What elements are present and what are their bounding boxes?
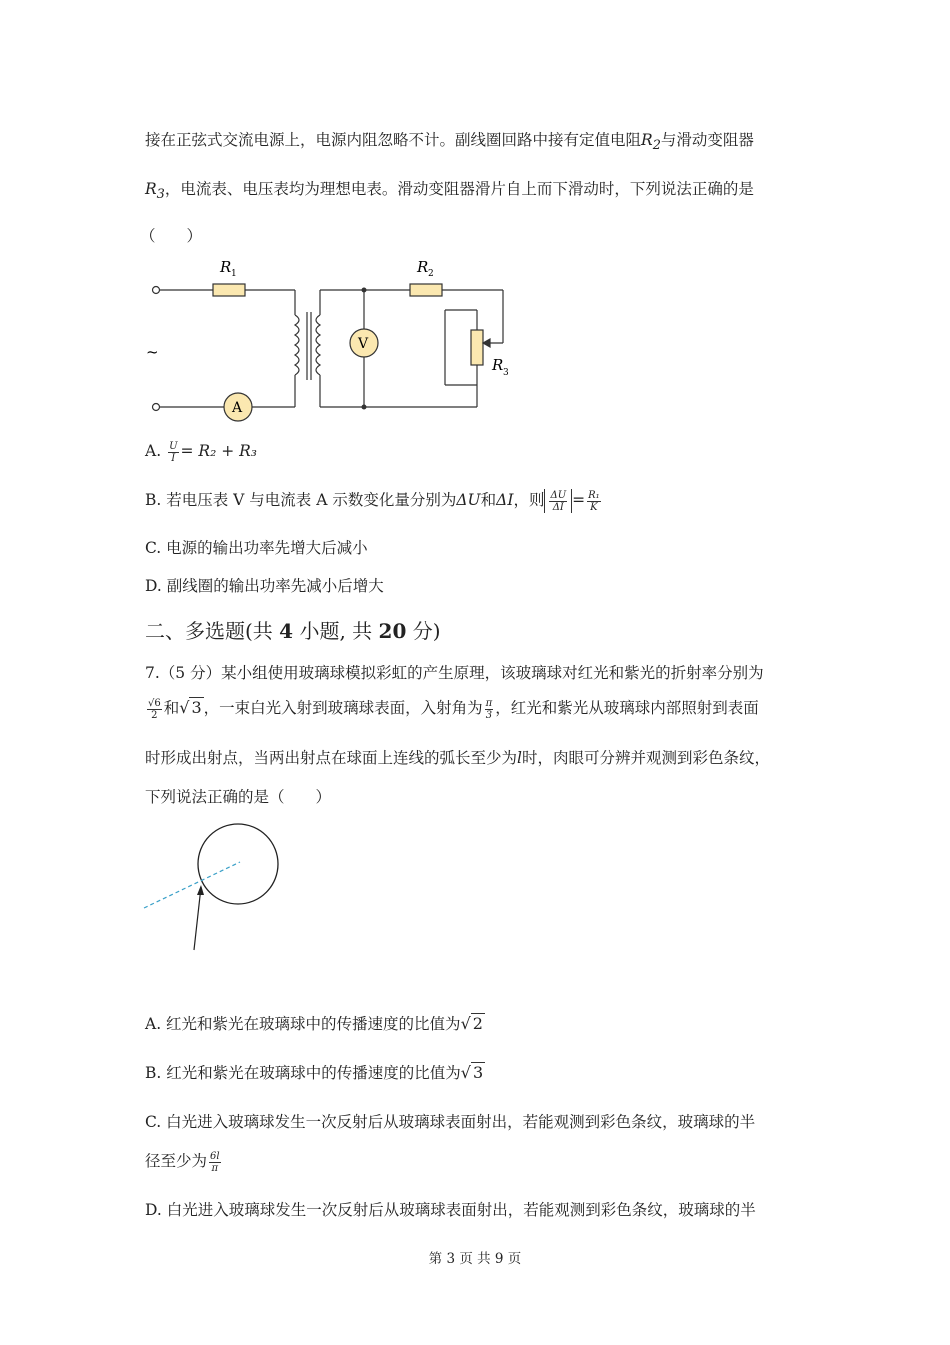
sqrt3: √ 3 [179,698,202,717]
r3-symbol: $R_3$ [145,180,165,203]
r2-label: R [417,258,429,276]
pi-over-3-fraction: $\frac{\pi}{3}$ [485,697,493,721]
q7-line-1: 7.（5 分）某小组使用玻璃球模拟彩虹的产生原理，该玻璃球对红光和紫光的折射率分别为 [145,664,764,682]
r1-label-sub: 1 [231,269,237,279]
du-over-di-fraction: $\frac{\Delta U}{\Delta I}$ [550,489,567,513]
section-heading: 二、多选题(共 4 小题, 共 20 分) [145,619,441,643]
r2-resistor [410,284,442,296]
q6-line-1 [145,129,754,157]
q6-option-a: A. $\frac{U}{I}$ = R₂ + R₃ [145,440,258,464]
circuit-diagram [140,250,540,425]
q7-line-3: 时形成出射点，当两出射点在球面上连线的弧长至少为l时，肉眼可分辨并观测到彩色条纹， [145,749,770,767]
q6-answer-bracket: （ ） [140,227,203,245]
q7-option-c-line-1: C. 白光进入玻璃球发生一次反射后从玻璃球表面射出，若能观测到彩色条纹，玻璃球的半 [145,1113,756,1131]
r2-label-sub: 2 [428,269,434,279]
incident-ray-arrow-icon [197,885,204,895]
q6-line-1-text-a: 接在正弦式交流电源上，电源内阻忽略不计。副线圈回路中接有定值电阻 [145,131,642,149]
q7-option-c-line-2: 径至少为 $\frac{6l}{\pi}$ [145,1150,220,1174]
q6-line-2 [145,178,754,206]
q6-line-1-text-b: 与滑动变阻器 [660,131,754,149]
sqrt6-over-2-fraction: $\frac{√6}{2}$ [148,697,161,721]
q7-line-2: $\frac{√6}{2}$ 和√ 3 ，一束白光入射到玻璃球表面，入射角为 $\frac{\pi}{3}$ ，红光和紫光从玻璃球内部照射到表面 [148,697,759,721]
q7-option-b: B. 红光和紫光在玻璃球中的传播速度的比值为√ 3 [145,1063,484,1082]
q7-option-a: A. 红光和紫光在玻璃球中的传播速度的比值为√ 2 [145,1014,483,1033]
slider-arrow-icon [483,339,490,347]
r3-label-sub: 3 [503,368,509,378]
r3-rheostat [471,330,483,365]
q6-line-2-text: ，电流表、电压表均为理想电表。滑动变阻器滑片自上而下滑动时，下列说法正确的是 [164,180,754,198]
incident-ray [194,887,201,950]
6l-over-pi-fraction: $\frac{6l}{\pi}$ [210,1150,220,1174]
ac-source-label: ~ [146,343,159,361]
terminal-bottom [153,404,160,411]
voltmeter-label: V [358,336,369,352]
r2-symbol: $R_2$ [641,131,661,154]
q6-option-c: C. 电源的输出功率先增大后减小 [145,539,368,557]
glass-sphere [198,824,278,904]
r1-label: R [220,258,232,276]
r1-over-k-fraction: $\frac{\text{R₁}}{K}$ [588,489,600,513]
q7-option-d-line-1: D. 白光进入玻璃球发生一次反射后从玻璃球表面射出，若能观测到彩色条纹，玻璃球的半 [145,1201,756,1219]
primary-coil [295,315,299,375]
normal-dashed-line [144,862,240,908]
r1-resistor [213,284,245,296]
q7-line-4: 下列说法正确的是（ ） [145,788,332,806]
ammeter-label: A [232,400,243,416]
glass-sphere-diagram [140,815,300,960]
secondary-coil [316,315,320,375]
page-footer: 第 3 页 共 9 页 [428,1251,522,1267]
u-over-i-fraction: $\frac{U}{I}$ [169,440,178,464]
q6-option-b: B. 若电压表 V 与电流表 A 示数变化量分别为ΔU和ΔI，则 $\frac{\Delta U}{\Delta I}$ = $\frac{\text{R₁}}{K}$ [145,489,600,513]
q6-option-d: D. 副线圈的输出功率先减小后增大 [145,577,384,595]
sqrt2: √ 2 [460,1014,483,1033]
terminal-top [153,287,160,294]
r3-label: R [492,356,504,374]
sqrt3-option-b: √ 3 [460,1063,484,1082]
